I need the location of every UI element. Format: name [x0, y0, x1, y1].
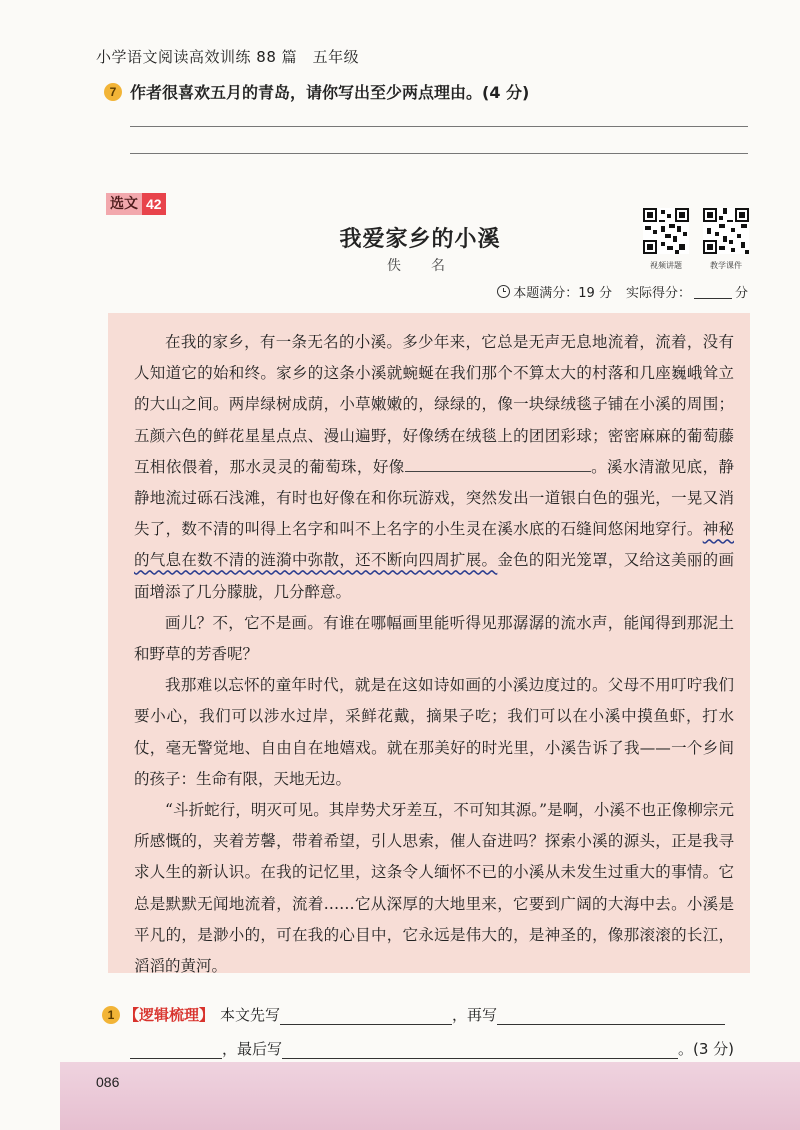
- qr-caption-video: 视频讲题: [650, 261, 682, 270]
- paragraph-1-text-a: 在我的家乡，有一条无名的小溪。多少年来，它总是无声无息地流着，流着，没有人知道它的始和终。家乡的这条小溪就蜿蜒在我们那个不算太大的村落和几座巍峨耸立的大山之间。两岸绿树成荫，小草嫩嫩的，绿绿的，像一块绿绒毯子铺在小溪的周围；五颜六色的鲜花星星点点、漫山遍野，好像绣在绒毯上的团团彩球；密密麻麻的葡萄藤互相依偎着，那水灵灵的葡萄珠，好像: [134, 333, 734, 476]
- question-1-text-b: ，再写: [452, 1006, 498, 1024]
- answer-blank-2[interactable]: [497, 1006, 725, 1025]
- answer-blank-1[interactable]: [280, 1006, 452, 1025]
- qr-caption-courseware: 教学课件: [710, 261, 742, 270]
- passage-paragraph-3: 我那难以忘怀的童年时代，就是在这如诗如画的小溪边度过的。父母不用叮咛我们要小心，我们可以涉水过岸，采鲜花戴，摘果子吃；我们可以在小溪中摸鱼虾，打水仗，毫无警觉地、自由自在地嬉戏。就在那美好的时光里，小溪告诉了我——一个乡间的孩子：生命有限，天地无边。: [134, 676, 734, 788]
- section-tag-number: 42: [142, 193, 166, 215]
- article-title: 我爱家乡的小溪: [339, 227, 501, 252]
- score-actual-blank[interactable]: [694, 284, 732, 299]
- clock-icon: [497, 285, 510, 298]
- passage-paragraph-1: [134, 327, 734, 608]
- article-author: 佚 名: [387, 258, 453, 274]
- score-full: 本题满分：19 分: [513, 286, 612, 301]
- passage: [108, 313, 750, 976]
- answer-line-1[interactable]: [130, 126, 748, 127]
- question-number-badge: 1: [102, 1006, 120, 1024]
- section-tag: [106, 193, 166, 215]
- passage-paragraph-2: 画儿？不，它不是画。有谁在哪幅画里能听得见那潺潺的流水声，能闻得到那泥土和野草的芳香呢？: [134, 613, 734, 664]
- question-1-text-c: ，最后写: [222, 1040, 283, 1058]
- answer-line-2[interactable]: [130, 153, 748, 154]
- question-7-text: 作者很喜欢五月的青岛，请你写出至少两点理由。(4 分): [130, 83, 530, 102]
- qr-code-courseware[interactable]: [703, 208, 749, 254]
- passage-fill-blank[interactable]: [405, 453, 591, 472]
- score-unit: 分: [734, 286, 748, 301]
- paragraph-1-text-b: 。溪水清澈见底，静静地流过砾石浅滩，有时也好像在和你玩游戏，突然发出一道银白色的强光，一晃又消失了，数不清的叫得上名字和叫不上名字的小生灵在溪水底的石缝间悠闲地穿行。: [134, 457, 734, 539]
- question-1: [102, 998, 752, 1066]
- section-tag-label: 选文: [106, 193, 142, 215]
- book-header-title: 小学语文阅读高效训练 88 篇 五年级: [96, 48, 360, 66]
- wavy-underlined-sentence: 神秘的气息在数不清的涟漪中弥散，还不断向四周扩展。: [134, 520, 734, 570]
- logic-tag: 【逻辑梳理】: [124, 1006, 215, 1024]
- question-7: [104, 80, 529, 103]
- qr-code-video[interactable]: [643, 208, 689, 254]
- passage-paragraph-4: “斗折蛇行，明灭可见。其岸势犬牙差互，不可知其源。”是啊，小溪不也正像柳宗元所感慨的，夹着芳馨，带着希望，引人思索，催人奋进吗？探索小溪的源头，正是我寻求人生的新认识。在我的记忆里，这条令人缅怀不已的小溪从未发生过重大的事情。它总是默默无闻地流着，流着……它从深厚的大地里来，它要到广阔的大海中去。小溪是平凡的，是渺小的，可在我的心目中，它永远是伟大的，是神圣的，像那滚滚的长江，滔滔的黄河。: [134, 801, 734, 976]
- question-1-text-a: 本文先写: [220, 1006, 281, 1024]
- paragraph-1-text-c: 金色的阳光笼罩，又给这美丽的画面增添了几分朦胧，几分醉意。: [134, 551, 734, 601]
- answer-blank-3[interactable]: [282, 1040, 678, 1059]
- question-1-text-d: 。(3 分): [678, 1040, 735, 1058]
- score-row: [497, 282, 748, 301]
- answer-blank-2-continued[interactable]: [130, 1040, 222, 1059]
- question-number-badge: 7: [104, 83, 122, 101]
- score-actual-label: 实际得分：: [625, 286, 691, 301]
- page-number: 086: [96, 1074, 120, 1090]
- footer-band: [60, 1062, 800, 1130]
